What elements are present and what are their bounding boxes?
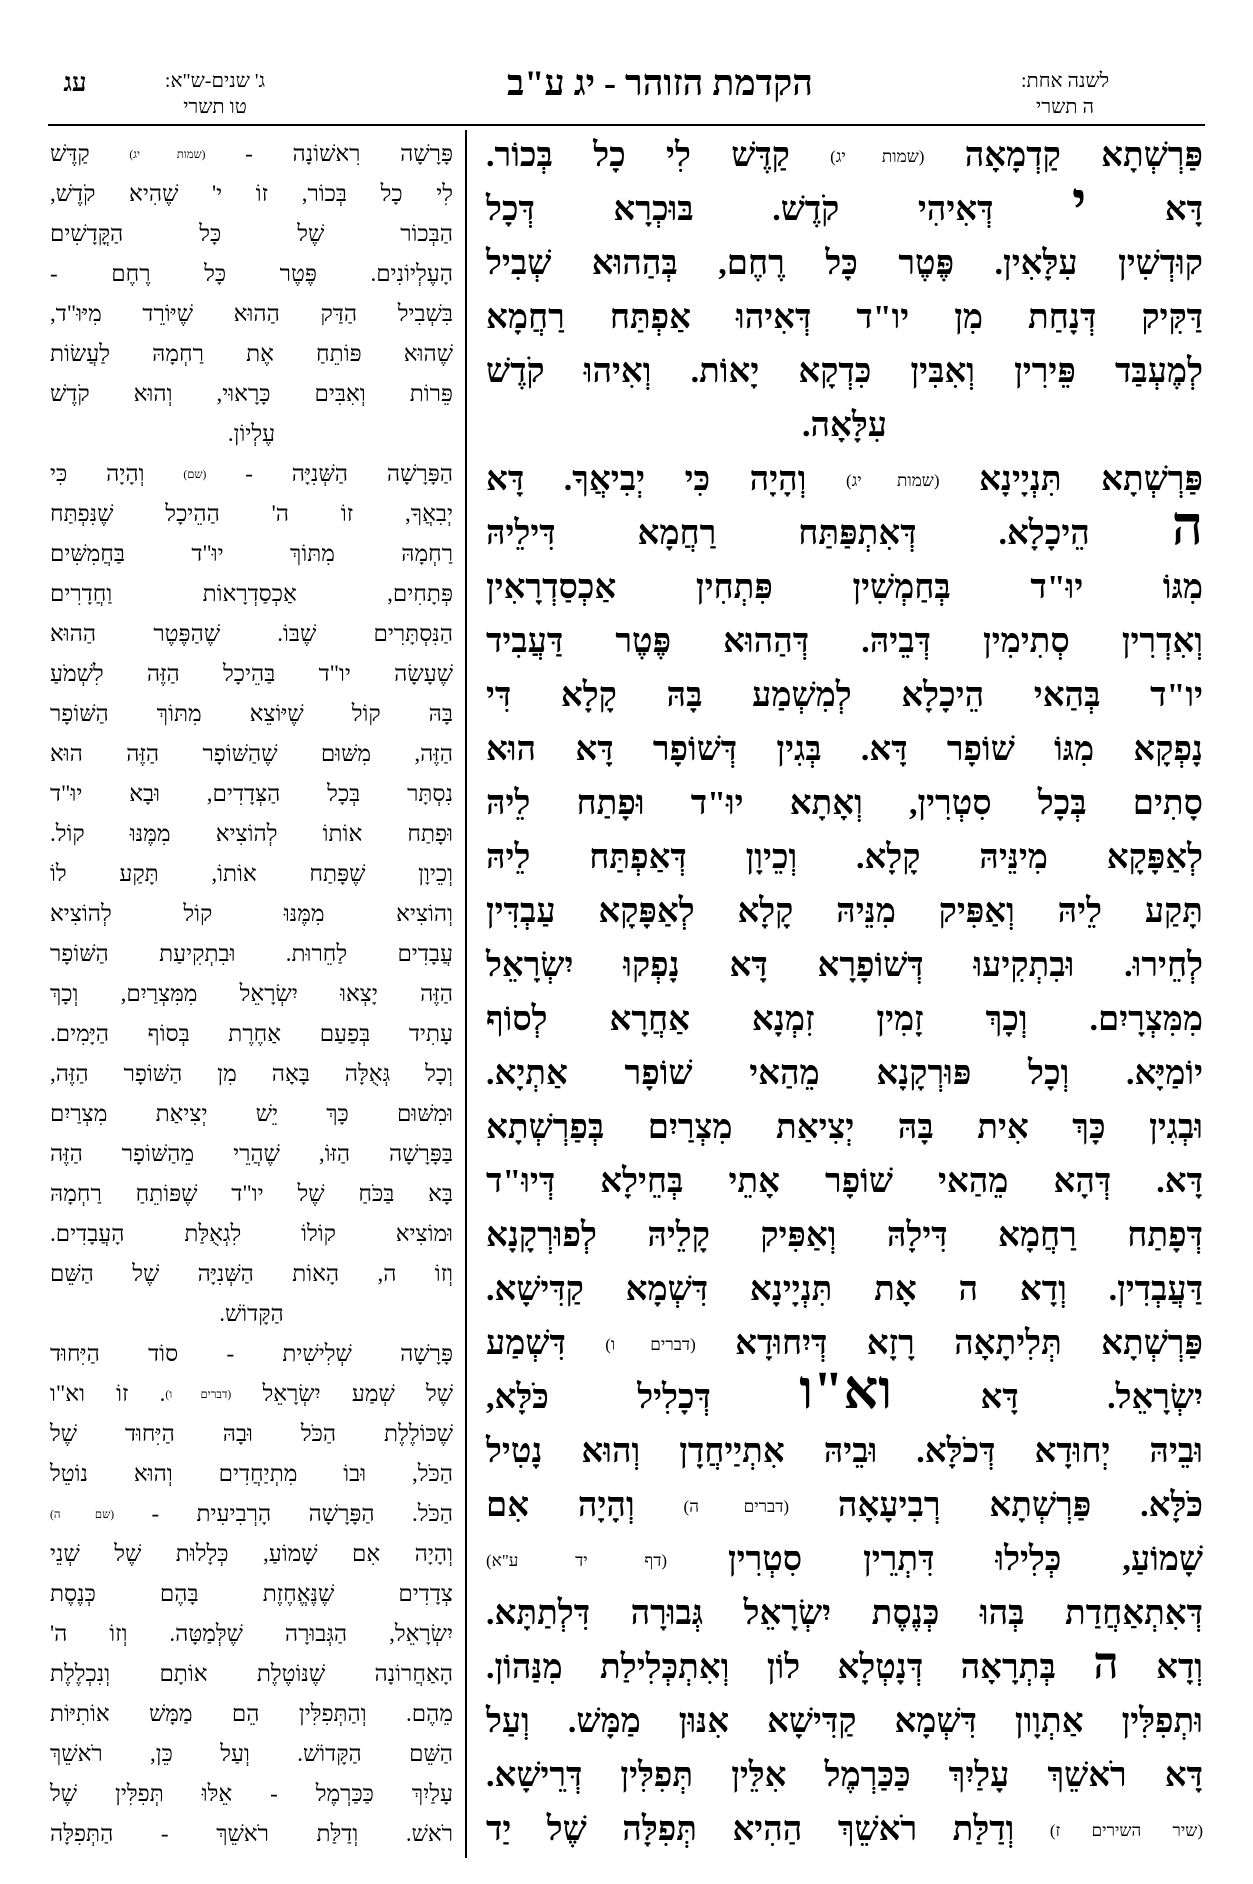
zohar-text-line [486,496,1203,561]
translation-text-line [50,494,453,534]
text-run: דַּקִּיק דְּנָחַת מִן יו"ד דְּאִיהוּ אַפְתַּח רַחֲמָא [486,299,1203,336]
zohar-text-line [486,291,1203,345]
zohar-text-line [486,1695,1203,1749]
text-run: לְאַפָּקָא מִינֵּיהּ קָלָא. וְכֵיוָן דְּאַפְתַּח לֵיהּ [486,839,1203,876]
text-run: הַנִּסְתָּרִים שֶׁבּוֹ. שֶׁהַפֶּטֶר הַהוּא [50,621,453,646]
translation-text-line [50,454,453,494]
verse-reference: (שמות יג) [845,470,940,490]
zohar-text-line [486,1263,1203,1317]
text-run: בָּהּ קוֹל שֶׁיּוֹצֵא מִתּוֹךְ הַשּׁוֹפָר [50,701,453,726]
enlarged-letter: ה [1093,1639,1119,1688]
text-run: הַכֹּל, וּבוֹ מִתְיַחֲדִים וְהוּא נוֹטֵל [50,1461,453,1486]
text-run: מִגּוֹ יוּ"ד בְּחַמְשִׁין פִּתְחִין אַכְסַדְרָאִין [486,569,1203,606]
zohar-text-line [486,1209,1203,1263]
verse-reference: (שיר השירים ז) [1049,1820,1203,1840]
translation-text-line [50,174,453,214]
text-run: דָּא רֹאשֵׁךְ עָלַיִךְ כַּכַּרְמֶל אִלֵּין תְּפִלִּין דְּרֵישָׁא. [486,1757,1203,1794]
text-run: וּבֵיהּ יְחוּדָא דְּכֹלָּא. וּבֵיהּ אִתְיַיחֲדָן וְהוּא נָטִיל [486,1433,1203,1470]
zohar-text-line [486,1425,1203,1479]
verse-reference: (שמות יג) [830,146,925,166]
text-run: יְבִאֲךָ, זוֹ ה' הַהֵיכָל שֶׁנִּפְתַּח [50,501,453,526]
verse-reference: (דברים ו) [605,1334,696,1354]
text-run: דְּאִיהִי קֹדֶשׁ. בּוּכְרָא דְּכָל [486,191,1072,228]
translation-text-line [50,294,453,334]
zohar-text-line [486,1479,1203,1533]
zohar-text-line [486,615,1203,669]
translation-text-line [50,1734,453,1774]
translation-text-line [50,934,453,974]
zohar-text-line [486,1155,1203,1209]
zohar-text-line [486,939,1203,993]
reading-schedule-one-year [995,68,1135,120]
text-run: בְּתְרָאָה דְּנָטְלָא לוֹן וְאִתְכְּלִילַת מִנַּהוֹן. [486,1649,1094,1686]
translation-text-line [50,1174,453,1214]
zohar-text-line [486,1101,1203,1155]
translation-text-line [50,1814,453,1854]
text-run: רֹאשׁ. וְדַלַּת רֹאשֵׁךְ - הַתְּפִלָּה [50,1821,453,1846]
text-run: דָּא [1086,191,1203,228]
text-run: וְדָא [1118,1649,1203,1686]
translation-text-line [50,334,453,374]
translation-text-line [50,974,453,1014]
zohar-text-line [486,561,1203,615]
zohar-text-line [486,1803,1203,1857]
translation-text-line [50,1654,453,1694]
text-run: יִשְׂרָאֵל, הַגְּבוּרָה שֶׁלְּמַטָּה. וְזוֹ ה' [50,1621,453,1646]
translation-text-line [50,1334,453,1374]
text-run: וְהָיָה כִּי [50,461,184,486]
text-run: וְדַלַּת רֹאשֵׁךְ הַהִיא תְּפִלָּה שֶׁל יַד [486,1811,1050,1848]
text-run: קוּדְשִׁין עִלָּאִין. פֶּטֶר כָּל רֶחֶם, בְּהַהוּא שְׁבִיל [486,245,1203,282]
translation-text-line [50,894,453,934]
text-run: הַזֶּה, מִשּׁוּם שֶׁהַשּׁוֹפָר הַזֶּה הוּא [50,741,453,766]
zohar-text-line [486,1641,1203,1695]
zohar-text-line [486,1533,1203,1587]
schedule-label: לשנה אחת: [1020,70,1110,92]
zohar-text-line [486,1047,1203,1101]
zohar-text-line [486,669,1203,723]
text-run: וּפָתַח אוֹתוֹ לְהוֹצִיא מִמֶּנּוּ קוֹל. [50,821,453,846]
zohar-text-line [486,723,1203,777]
text-run: הָעֶלְיוֹנִים. פֶּטֶר כָּל רֶחֶם - [50,261,453,286]
text-run: הַפָּרָשָׁה הַשְּׁנִיָּה - [206,461,453,486]
text-run: פַּרְשְׁתָא קַדְמָאָה [924,137,1203,174]
text-run: וְזוֹ ה, הָאוֹת הַשְּׁנִיָּה שֶׁל הַשֵּׁם [50,1261,453,1286]
text-run: יוֹמַיָּא. וְכָל פּוּרְקָנָא מֵהַאי שׁוֹפָר אַתְיָא. [486,1055,1203,1092]
translation-text-line [50,214,453,254]
translation-text-line [50,254,453,294]
translation-text-line [50,1694,453,1734]
text-run: וְאִדְרִין סְתִימִין דְּבֵיהּ. דְּהַהוּא פֶּטֶר דַּעֲבִיד [486,623,1203,660]
text-run: וְהָיָה אִם שָׁמוֹעַ, כְּלָלוּת שֶׁל שְׁנֵי [50,1541,453,1566]
schedule-date: טו תשרי [183,96,247,118]
verse-reference: (דף יד ע"א) [486,1550,668,1570]
zohar-text-line [486,129,1203,183]
text-run: מֵהֶם. וְהַתְּפִלִּין הֵם מַמָּשׁ אוֹתִיּוֹת [50,1701,453,1726]
text-run: וּמוֹצִיא קוֹלוֹ לִגְאֻלַּת הָעֲבָדִים. [50,1221,453,1246]
text-run: הַזֶּה יָצְאוּ יִשְׂרָאֵל מִמִּצְרַיִם, וְכָךְ [50,981,453,1006]
text-run: וְהוֹצִיא מִמֶּנּוּ קוֹל לְהוֹצִיא [50,901,453,926]
text-run: יִשְׂרָאֵל. דָּא [892,1379,1203,1416]
text-run: עֲבָדִים לַחֵרוּת. וּבִתְקִיעַת הַשּׁוֹפָר [50,941,453,966]
zohar-text-line [486,1360,1203,1425]
translation-text-line [50,1614,453,1654]
zohar-text-line [486,885,1203,939]
text-run: פָּרָשָׁה רִאשׁוֹנָה - [205,141,454,166]
text-run: דְּאִתְאַחֲדַת בְּהוּ כְּנֶסֶת יִשְׂרָאֵל גְּבוּרָה דִּלְתַתָּא. [486,1595,1203,1632]
translation-text-line [50,1454,453,1494]
zohar-text-line [486,453,1203,507]
translation-text-line [50,134,453,174]
zohar-text-line [486,399,1203,453]
text-run: בִּשְׁבִיל הַדַּק הַהוּא שֶׁיּוֹרֵד מִיּוּ"ד, [50,301,453,326]
translation-text-line [50,1134,453,1174]
text-run: וְהָיָה אִם [486,1487,684,1524]
text-run: עִלָּאָה. [801,407,888,444]
text-run: וּבְגִין כָּךְ אִית בָּהּ יְצִיאַת מִצְרַיִם בְּפַרְשְׁתָא [486,1109,1203,1146]
text-run: קַדֶּשׁ לִי כָל בְּכוֹר. [486,137,831,174]
text-run: יו"ד בְּהַאי הֵיכָלָא לְמִשְׁמַע בָּהּ קָלָא דִּי [486,677,1203,714]
translation-text-line [50,374,453,414]
enlarged-letter: ה [1171,496,1203,556]
enlarged-letter: וא"ו [799,1360,893,1420]
text-run: וּתְפִלִּין אַתְוָון דִּשְׁמָא קַדִּישָׁא אִנּוּן מַמָּשׁ. וְעַל [486,1703,1203,1740]
translation-text-line [50,694,453,734]
text-run: הַקָּדוֹשׁ. [219,1301,284,1326]
text-run: עָתִיד בְּפַעַם אַחֶרֶת בְּסוֹף הַיָּמִים. [50,1021,453,1046]
text-run: בַּפָּרָשָׁה הַזּוֹ, שֶׁהֲרֵי מֵהַשּׁוֹפָר הַזֶּה [50,1141,453,1166]
translation-text-line [50,1774,453,1814]
hebrew-translation-column [50,134,453,1854]
translation-text-line [50,854,453,894]
translation-text-line [50,1014,453,1054]
text-run: הָאַחֲרוֹנָה שֶׁנּוֹטֶלֶת אוֹתָם וְנִכְלֶלֶת [50,1661,453,1686]
text-run: דִּשְׁמַע [486,1325,606,1362]
text-run: . זוֹ וא"ו [50,1381,166,1406]
translation-text-line [50,534,453,574]
text-run: דָּא. דְּהָא מֵהַאי שׁוֹפָר אָתֵי בְּחֵילָא דְּיוּ"ד [486,1163,1203,1200]
verse-reference: (שם) [183,469,207,482]
text-run: צְדָדִים שֶׁנֶּאֱחֶזֶת בָּהֶם כְּנֶסֶת [50,1581,453,1606]
column-divider [465,130,467,1858]
zohar-text-line [486,345,1203,399]
zohar-text-line [486,1749,1203,1803]
schedule-label: ג' שנים-ש"א: [164,70,266,92]
reading-schedule-three-years [130,68,300,120]
verse-reference: (דברים ה) [683,1496,790,1516]
text-run: פַּרְשְׁתָא תִּנְיָינָא [939,461,1203,498]
text-run: נִסְתָּר בְּכָל הַצְּדָדִים, וּבָא יוּ"ד [50,781,453,806]
text-run: שֶׁכּוֹלֶלֶת הַכֹּל וּבָהּ הַיִּחוּד שֶׁל [50,1421,453,1446]
zohar-text-line [486,993,1203,1047]
zohar-text-line [486,1587,1203,1641]
text-run: הֵיכָלָא. דְּאִתְפַּתַּח רַחֲמָא דִּילֵיהּ [486,515,1172,552]
text-run: בָּא בַּכֹּחַ שֶׁל יו"ד שֶׁפּוֹתֵחַ רַחְמָהּ [50,1181,453,1206]
translation-text-line [50,1534,453,1574]
verse-reference: (דברים ו) [165,1389,232,1402]
text-run: הַכֹּל. הַפָּרָשָׁה הָרְבִיעִית - [114,1501,454,1526]
page-number: עג [63,68,87,97]
text-run: מִמִּצְרָיִם. וְכָךְ זָמִין זִמְנָא אַחֲרָא לְסוֹף [486,1001,1203,1038]
translation-text-line [50,734,453,774]
translation-text-line [50,1054,453,1094]
text-run: תָּקַע לֵיהּ וְאַפִּיק מִנֵּיהּ קָלָא לְאַפָּקָא עַבְדִּין [486,893,1203,930]
translation-text-line [50,1094,453,1134]
text-run: עָלַיִךְ כַּכַּרְמֶל - אֵלּוּ תְּפִלִּין שֶׁל [50,1781,453,1806]
header-divider [48,124,1205,126]
text-run: סָתִים בְּכָל סִטְרִין, וְאָתָא יוּ"ד וּפָתַח לֵיהּ [486,785,1203,822]
enlarged-letter: י [1072,172,1087,232]
text-run: שָׁמוֹעַ, כְּלִילוּ דִּתְרֵין סִטְרִין [667,1541,1203,1578]
text-run: דְּכָלִיל כֹּלָּא, [486,1379,800,1416]
text-run: לִי כָל בְּכוֹר, זוֹ י' שֶׁהִיא קֹדֶשׁ, [50,181,453,206]
text-run: הַבְּכוֹר שֶׁל כָּל הַקֳּדָשִׁים [50,221,453,246]
text-run: וּמִשּׁוּם כָּךְ יֵשׁ יְצִיאַת מִצְרַיִם [50,1101,453,1126]
text-run: פֵּרוֹת וְאִבִּים כָּרָאוּי, וְהוּא קֹדֶשׁ [50,381,453,406]
translation-text-line [50,654,453,694]
text-run: כֹּלָּא. פַּרְשְׁתָא רְבִיעָאָה [789,1487,1203,1524]
text-run: רַחְמָהּ מִתּוֹךְ יוּ"ד בַּחֲמִשִּׁים [50,541,453,566]
translation-text-line [50,1254,453,1294]
zohar-text-line [486,237,1203,291]
text-run: וְהָיָה כִּי יְבִיאֲךָ. דָּא [486,461,846,498]
text-run: עֶלְיוֹן. [227,421,276,446]
translation-text-line [50,1574,453,1614]
verse-reference: (שם ה) [50,1509,115,1522]
text-run: לְחֵירוּ. וּבִתְקִיעוּ דְּשׁוֹפָרָא דָּא נָפְקוּ יִשְׂרָאֵל [486,947,1203,984]
translation-text-line [50,1494,453,1534]
zohar-aramaic-column [486,129,1203,1857]
zohar-text-line [486,831,1203,885]
verse-reference: (שמות יג) [129,149,206,162]
text-run: נָפְקָא מִגּוֹ שׁוֹפָר דָּא. בְּגִין דְּשׁוֹפָר דָּא הוּא [486,731,1203,768]
text-run: וְכָל גְּאֻלָּה בָּאָה מִן הַשּׁוֹפָר הַזֶּה, [50,1061,453,1086]
zohar-text-line [486,172,1203,237]
text-run: קַדֶּשׁ [50,141,130,166]
text-run: לְמֶעְבַּד פֵּירִין וְאִבִּין כִּדְקָא יָאוֹת. וְאִיהוּ קֹדֶשׁ [486,353,1203,390]
zohar-text-line [486,777,1203,831]
translation-text-line [50,1414,453,1454]
text-run: וְכֵיוָן שֶׁפָּתַח אוֹתוֹ, תָּקַע לוֹ [50,861,453,886]
page-title: הקדמת הזוהר - יג ע"ב [507,63,813,103]
text-run: פְּתָחִים, אַכְסַדְרָאוֹת וַחֲדָרִים [50,581,453,606]
translation-text-line [50,614,453,654]
translation-text-line [50,574,453,614]
translation-text-line [50,1294,453,1334]
text-run: שֶׁהוּא פּוֹתֵחַ אֶת רַחְמָהּ לַעֲשׂוֹת [50,341,453,366]
text-run: דְּפָתַח רַחֲמָא דִּילָהּ וְאַפִּיק קָלֵיהּ לְפוּרְקָנָא [486,1217,1203,1254]
text-run: דַּעֲבְדִין. וְדָא ה אָת תִּנְיָינָא דִּשְׁמָא קַדִּישָׁא. [486,1271,1203,1308]
translation-text-line [50,414,453,454]
translation-text-line [50,814,453,854]
text-run: שֶׁל שְׁמַע יִשְׂרָאֵל [231,1381,453,1406]
text-run: פַּרְשְׁתָא תְּלִיתָאָה רָזָא דְּיִחוּדָא [695,1325,1203,1362]
translation-text-line [50,1374,453,1414]
translation-text-line [50,774,453,814]
text-run: פָּרָשָׁה שְׁלִישִׁית - סוֹד הַיִּחוּד [50,1341,453,1366]
text-run: שֶׁעָשָׂה יו"ד בַּהֵיכָל הַזֶּה לִשְׁמֹעַ [50,661,453,686]
schedule-date: ה תשרי [1036,96,1094,118]
text-run: הַשֵּׁם הַקָּדוֹשׁ. וְעַל כֵּן, רֹאשֵׁךְ [50,1741,453,1766]
translation-text-line [50,1214,453,1254]
